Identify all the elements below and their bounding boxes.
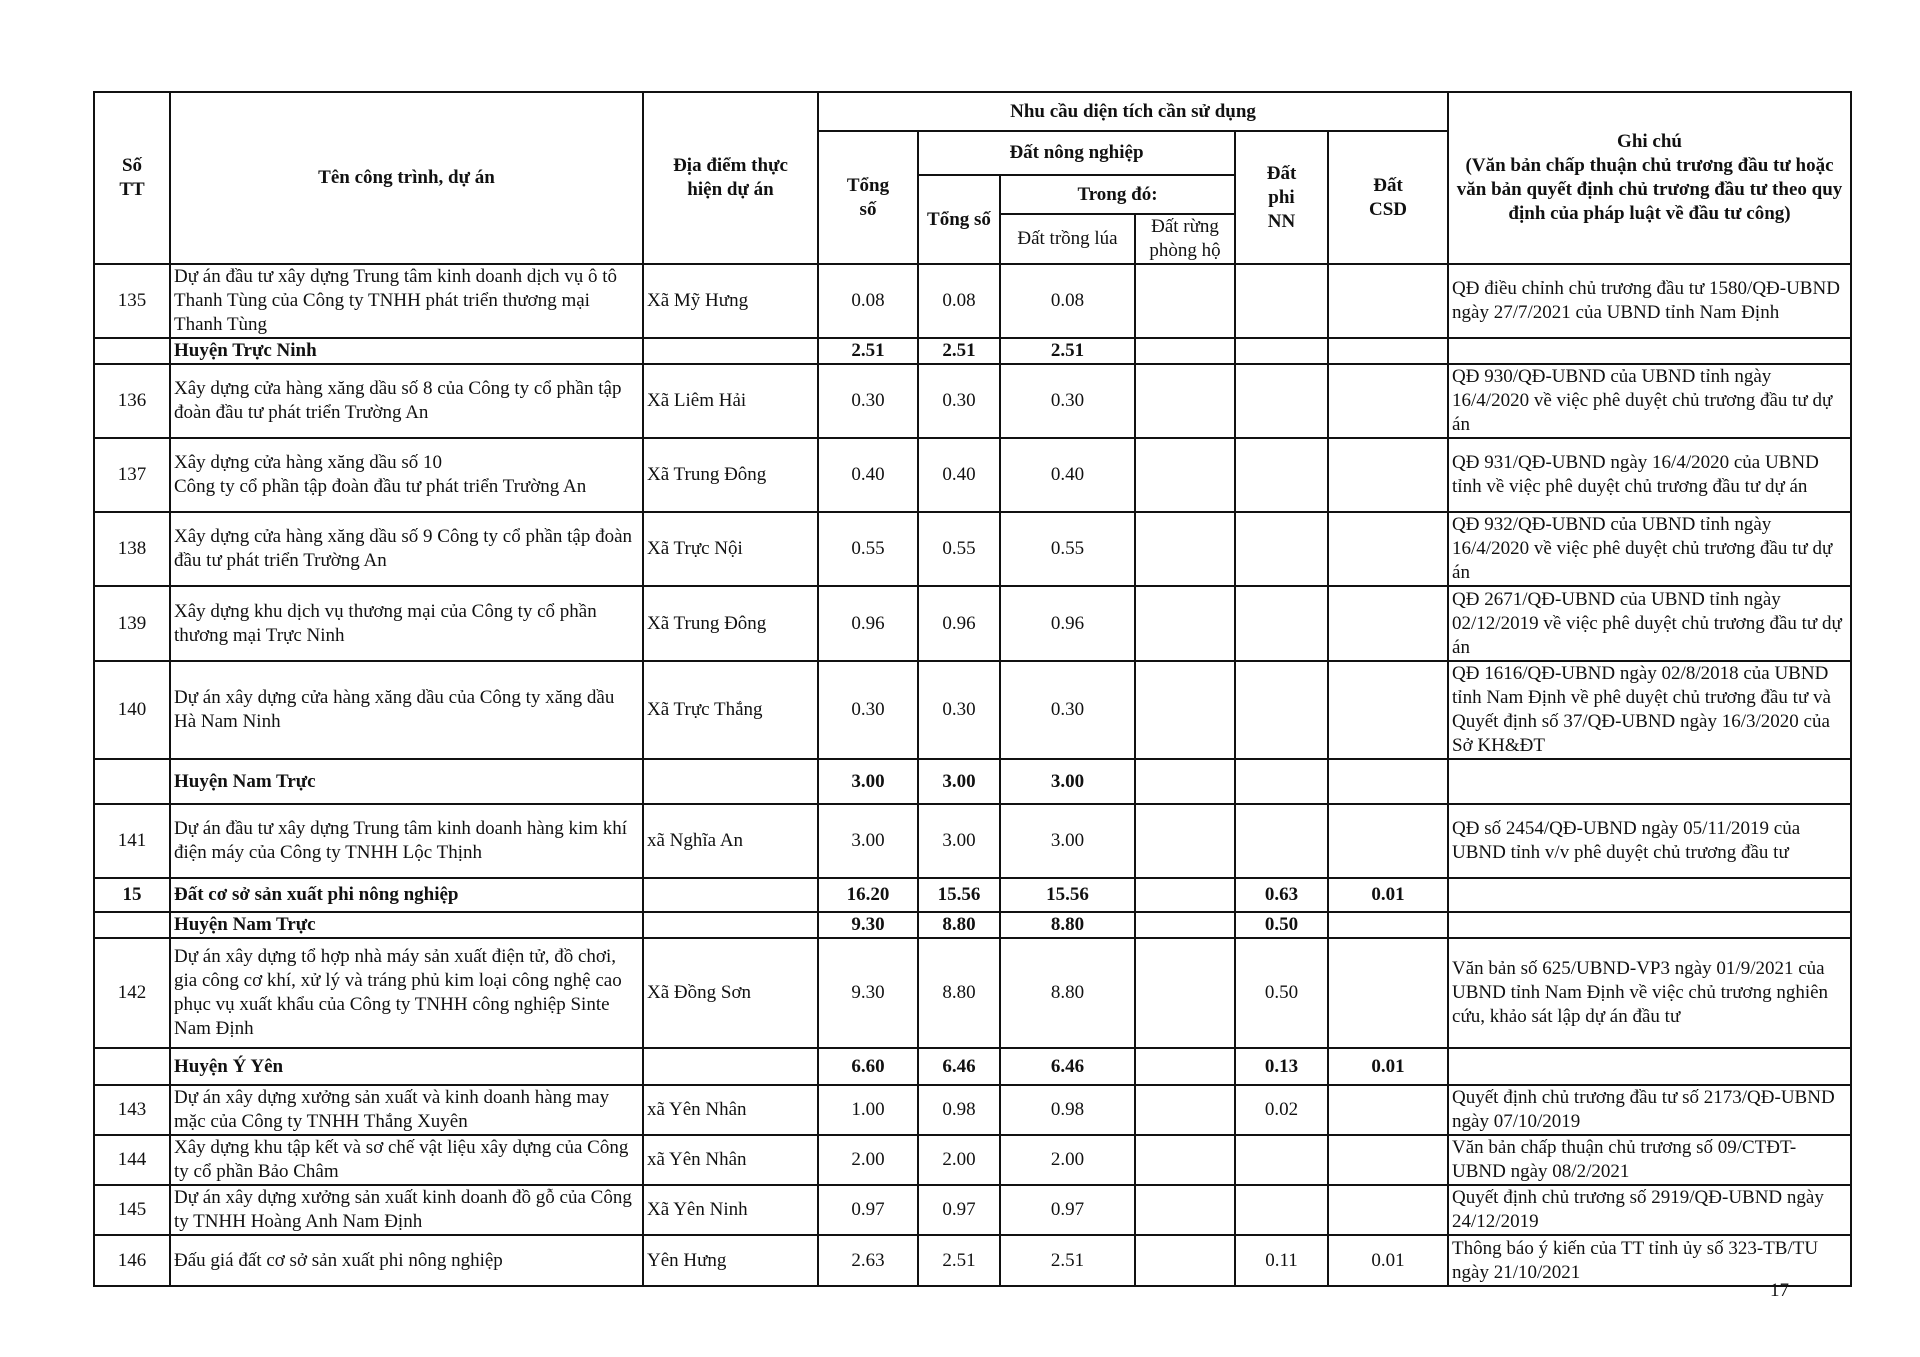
cell-rice: 0.30 (1000, 661, 1135, 759)
cell-stt (94, 759, 170, 804)
cell-stt (94, 338, 170, 364)
cell-total: 0.97 (818, 1185, 918, 1235)
cell-stt: 142 (94, 938, 170, 1048)
table-row-subtotal (94, 338, 1851, 364)
table-row (94, 512, 1851, 586)
header-total: Tổng số (818, 131, 918, 264)
cell-agri-total: 15.56 (918, 878, 1000, 912)
cell-total: 6.60 (818, 1048, 918, 1085)
cell-stt: 146 (94, 1235, 170, 1286)
cell-stt: 136 (94, 364, 170, 438)
cell-forest (1135, 878, 1235, 912)
cell-location: Xã Đồng Sơn (643, 938, 818, 1048)
cell-stt: 138 (94, 512, 170, 586)
table-row (94, 1185, 1851, 1235)
cell-rice: 15.56 (1000, 878, 1135, 912)
cell-unused (1328, 364, 1448, 438)
cell-name: Xây dựng cửa hàng xăng dầu số 9 Công ty cổ phần tập đoàn đầu tư phát triển Trường An (170, 512, 643, 586)
cell-forest (1135, 661, 1235, 759)
cell-name: Huyện Trực Ninh (170, 338, 643, 364)
cell-total: 16.20 (818, 878, 918, 912)
cell-total: 3.00 (818, 804, 918, 878)
cell-note (1448, 912, 1851, 938)
cell-unused (1328, 264, 1448, 338)
cell-total: 3.00 (818, 759, 918, 804)
cell-unused (1328, 804, 1448, 878)
cell-total: 0.08 (818, 264, 918, 338)
cell-name: Huyện Nam Trực (170, 912, 643, 938)
cell-location: Xã Trung Đông (643, 586, 818, 661)
table-row (94, 1085, 1851, 1135)
header-unused: Đất CSD (1328, 131, 1448, 264)
cell-agri-total: 3.00 (918, 804, 1000, 878)
cell-name: Xây dựng khu tập kết và sơ chế vật liệu xây dựng của Công ty cổ phần Bảo Châm (170, 1135, 643, 1185)
cell-agri-total: 0.30 (918, 661, 1000, 759)
cell-rice: 3.00 (1000, 759, 1135, 804)
cell-location: Xã Trung Đông (643, 438, 818, 512)
cell-location: xã Yên Nhân (643, 1135, 818, 1185)
cell-note: QĐ 2671/QĐ-UBND của UBND tỉnh ngày 02/12/2019 về việc phê duyệt chủ trương đầu tư dự án (1448, 586, 1851, 661)
header-note (1448, 92, 1851, 264)
header-note-subtitle: (Văn bản chấp thuận chủ trương đầu tư hoặc văn bản quyết định chủ trương đầu tư theo quy định của pháp luật về đầu tư công) (1456, 155, 1843, 224)
cell-agri-total: 0.08 (918, 264, 1000, 338)
cell-total: 0.30 (818, 661, 918, 759)
cell-stt: 144 (94, 1135, 170, 1185)
cell-forest (1135, 912, 1235, 938)
cell-note: QĐ 932/QĐ-UBND của UBND tỉnh ngày 16/4/2020 về việc phê duyệt chủ trương đầu tư dự án (1448, 512, 1851, 586)
cell-stt: 15 (94, 878, 170, 912)
cell-rice: 0.98 (1000, 1085, 1135, 1135)
cell-total: 0.40 (818, 438, 918, 512)
cell-rice: 0.97 (1000, 1185, 1135, 1235)
cell-unused: 0.01 (1328, 1235, 1448, 1286)
cell-total: 0.96 (818, 586, 918, 661)
cell-non-agri (1235, 759, 1328, 804)
cell-agri-total: 8.80 (918, 938, 1000, 1048)
header-note-title: Ghi chú (1617, 131, 1682, 152)
header-agri-total: Tổng số (918, 175, 1000, 264)
cell-location: Xã Mỹ Hưng (643, 264, 818, 338)
cell-non-agri (1235, 338, 1328, 364)
cell-stt: 135 (94, 264, 170, 338)
cell-location: xã Nghĩa An (643, 804, 818, 878)
cell-note (1448, 1048, 1851, 1085)
cell-rice: 0.40 (1000, 438, 1135, 512)
cell-agri-total: 8.80 (918, 912, 1000, 938)
cell-name: Xây dựng cửa hàng xăng dầu số 10 Công ty cổ phần tập đoàn đầu tư phát triển Trường An (170, 438, 643, 512)
cell-location: Xã Trực Nội (643, 512, 818, 586)
cell-name: Đấu giá đất cơ sở sản xuất phi nông nghiệp (170, 1235, 643, 1286)
cell-unused (1328, 586, 1448, 661)
cell-total: 9.30 (818, 912, 918, 938)
header-of-which: Trong đó: (1000, 175, 1235, 214)
cell-note (1448, 338, 1851, 364)
header-non-agri: Đất phi NN (1235, 131, 1328, 264)
cell-non-agri (1235, 264, 1328, 338)
cell-rice: 3.00 (1000, 804, 1135, 878)
cell-forest (1135, 938, 1235, 1048)
cell-name: Dự án xây dựng xưởng sản xuất kinh doanh đồ gỗ của Công ty TNHH Hoàng Anh Nam Định (170, 1185, 643, 1235)
table-row (94, 364, 1851, 438)
cell-rice: 8.80 (1000, 938, 1135, 1048)
cell-rice: 2.51 (1000, 338, 1135, 364)
cell-location (643, 912, 818, 938)
table-row (94, 804, 1851, 878)
cell-unused (1328, 338, 1448, 364)
cell-forest (1135, 586, 1235, 661)
cell-note: QĐ 930/QĐ-UBND của UBND tỉnh ngày 16/4/2020 về việc phê duyệt chủ trương đầu tư dự án (1448, 364, 1851, 438)
cell-unused (1328, 1185, 1448, 1235)
cell-non-agri: 0.50 (1235, 912, 1328, 938)
table-row-subtotal (94, 1048, 1851, 1085)
cell-agri-total: 0.97 (918, 1185, 1000, 1235)
cell-rice: 0.96 (1000, 586, 1135, 661)
table-header (94, 92, 1851, 264)
cell-forest (1135, 338, 1235, 364)
cell-location: Xã Trực Thắng (643, 661, 818, 759)
cell-total: 2.51 (818, 338, 918, 364)
cell-note (1448, 878, 1851, 912)
table-row-subtotal (94, 878, 1851, 912)
cell-note: Văn bản chấp thuận chủ trương số 09/CTĐT-UBND ngày 08/2/2021 (1448, 1135, 1851, 1185)
cell-non-agri (1235, 1135, 1328, 1185)
cell-name: Đất cơ sở sản xuất phi nông nghiệp (170, 878, 643, 912)
cell-agri-total: 0.55 (918, 512, 1000, 586)
cell-unused (1328, 438, 1448, 512)
table-row (94, 661, 1851, 759)
table-row (94, 1235, 1851, 1286)
page-number: 17 (1770, 1280, 1789, 1301)
header-location: Địa điểm thực hiện dự án (643, 92, 818, 264)
cell-location: Yên Hưng (643, 1235, 818, 1286)
table-row (94, 438, 1851, 512)
cell-total: 2.00 (818, 1135, 918, 1185)
cell-rice: 0.30 (1000, 364, 1135, 438)
cell-agri-total: 6.46 (918, 1048, 1000, 1085)
table-row (94, 264, 1851, 338)
cell-stt: 140 (94, 661, 170, 759)
header-name: Tên công trình, dự án (170, 92, 643, 264)
cell-note: QĐ số 2454/QĐ-UBND ngày 05/11/2019 của UBND tỉnh v/v phê duyệt chủ trương đầu tư (1448, 804, 1851, 878)
cell-unused (1328, 1135, 1448, 1185)
cell-note: QĐ điều chỉnh chủ trương đầu tư 1580/QĐ-UBND ngày 27/7/2021 của UBND tỉnh Nam Định (1448, 264, 1851, 338)
cell-rice: 8.80 (1000, 912, 1135, 938)
cell-non-agri (1235, 661, 1328, 759)
cell-stt (94, 1048, 170, 1085)
table-row (94, 938, 1851, 1048)
cell-total: 9.30 (818, 938, 918, 1048)
cell-forest (1135, 512, 1235, 586)
cell-total: 0.55 (818, 512, 918, 586)
cell-location: Xã Liêm Hải (643, 364, 818, 438)
land-use-table (93, 91, 1852, 1287)
cell-forest (1135, 1235, 1235, 1286)
cell-unused (1328, 512, 1448, 586)
cell-agri-total: 3.00 (918, 759, 1000, 804)
cell-note: Văn bản số 625/UBND-VP3 ngày 01/9/2021 của UBND tỉnh Nam Định về việc chủ trương nghiên cứu, khảo sát lập dự án đầu tư (1448, 938, 1851, 1048)
cell-rice: 2.51 (1000, 1235, 1135, 1286)
cell-forest (1135, 264, 1235, 338)
cell-name: Huyện Ý Yên (170, 1048, 643, 1085)
cell-name: Dự án xây dựng tổ hợp nhà máy sản xuất điện tử, đồ chơi, gia công cơ khí, xử lý và tráng phủ kim loại công nghệ cao phục vụ xuất khẩu của Công ty TNHH công nghiệp Sinte Nam Định (170, 938, 643, 1048)
cell-unused (1328, 912, 1448, 938)
cell-unused (1328, 759, 1448, 804)
cell-note: Quyết định chủ trương số 2919/QĐ-UBND ngày 24/12/2019 (1448, 1185, 1851, 1235)
cell-non-agri (1235, 586, 1328, 661)
cell-name: Xây dựng khu dịch vụ thương mại của Công ty cổ phần thương mại Trực Ninh (170, 586, 643, 661)
table-body (94, 264, 1851, 1286)
cell-name: Dự án xây dựng cửa hàng xăng dầu của Công ty xăng dầu Hà Nam Ninh (170, 661, 643, 759)
cell-location (643, 1048, 818, 1085)
cell-unused (1328, 938, 1448, 1048)
cell-forest (1135, 804, 1235, 878)
cell-agri-total: 0.98 (918, 1085, 1000, 1135)
cell-name: Huyện Nam Trực (170, 759, 643, 804)
cell-agri-total: 0.30 (918, 364, 1000, 438)
cell-non-agri (1235, 804, 1328, 878)
cell-location (643, 759, 818, 804)
cell-note: Quyết định chủ trương đầu tư số 2173/QĐ-UBND ngày 07/10/2019 (1448, 1085, 1851, 1135)
cell-name: Dự án xây dựng xưởng sản xuất và kinh doanh hàng may mặc của Công ty TNHH Thắng Xuyên (170, 1085, 643, 1135)
cell-total: 1.00 (818, 1085, 918, 1135)
cell-non-agri: 0.11 (1235, 1235, 1328, 1286)
cell-stt (94, 912, 170, 938)
table-row-subtotal (94, 759, 1851, 804)
header-rice: Đất trồng lúa (1000, 214, 1135, 264)
cell-total: 2.63 (818, 1235, 918, 1286)
cell-unused: 0.01 (1328, 1048, 1448, 1085)
cell-rice: 2.00 (1000, 1135, 1135, 1185)
cell-non-agri: 0.02 (1235, 1085, 1328, 1135)
cell-location (643, 878, 818, 912)
cell-note: Thông báo ý kiến của TT tỉnh ủy số 323-TB/TU ngày 21/10/2021 (1448, 1235, 1851, 1286)
cell-stt: 139 (94, 586, 170, 661)
cell-non-agri: 0.50 (1235, 938, 1328, 1048)
cell-note: QĐ 931/QĐ-UBND ngày 16/4/2020 của UBND tỉnh về việc phê duyệt chủ trương đầu tư dự án (1448, 438, 1851, 512)
cell-forest (1135, 438, 1235, 512)
table-row (94, 586, 1851, 661)
cell-agri-total: 0.96 (918, 586, 1000, 661)
cell-total: 0.30 (818, 364, 918, 438)
header-demand: Nhu cầu diện tích cần sử dụng (818, 92, 1448, 131)
cell-agri-total: 2.51 (918, 338, 1000, 364)
cell-location: xã Yên Nhân (643, 1085, 818, 1135)
cell-forest (1135, 759, 1235, 804)
cell-stt: 141 (94, 804, 170, 878)
cell-name: Dự án đầu tư xây dựng Trung tâm kinh doanh hàng kim khí điện máy của Công ty TNHH Lộc Thịnh (170, 804, 643, 878)
cell-name: Dự án đầu tư xây dựng Trung tâm kinh doanh dịch vụ ô tô Thanh Tùng của Công ty TNHH phát triển thương mại Thanh Tùng (170, 264, 643, 338)
cell-forest (1135, 1185, 1235, 1235)
cell-note: QĐ 1616/QĐ-UBND ngày 02/8/2018 của UBND tỉnh Nam Định về phê duyệt chủ trương đầu tư và Quyết định số 37/QĐ-UBND ngày 16/3/2020 của Sở KH&ĐT (1448, 661, 1851, 759)
cell-rice: 6.46 (1000, 1048, 1135, 1085)
cell-agri-total: 0.40 (918, 438, 1000, 512)
cell-non-agri (1235, 512, 1328, 586)
cell-forest (1135, 1135, 1235, 1185)
cell-agri-total: 2.00 (918, 1135, 1000, 1185)
cell-stt: 137 (94, 438, 170, 512)
cell-forest (1135, 364, 1235, 438)
cell-note (1448, 759, 1851, 804)
cell-rice: 0.55 (1000, 512, 1135, 586)
table-row-subtotal (94, 912, 1851, 938)
cell-forest (1135, 1085, 1235, 1135)
cell-unused: 0.01 (1328, 878, 1448, 912)
cell-location (643, 338, 818, 364)
cell-stt: 143 (94, 1085, 170, 1135)
cell-agri-total: 2.51 (918, 1235, 1000, 1286)
cell-non-agri (1235, 438, 1328, 512)
cell-non-agri (1235, 364, 1328, 438)
header-stt: Số TT (94, 92, 170, 264)
cell-non-agri (1235, 1185, 1328, 1235)
cell-location: Xã Yên Ninh (643, 1185, 818, 1235)
cell-rice: 0.08 (1000, 264, 1135, 338)
table-row (94, 1135, 1851, 1185)
header-forest: Đất rừng phòng hộ (1135, 214, 1235, 264)
cell-non-agri: 0.63 (1235, 878, 1328, 912)
cell-stt: 145 (94, 1185, 170, 1235)
cell-unused (1328, 661, 1448, 759)
header-agri: Đất nông nghiệp (918, 131, 1235, 175)
cell-unused (1328, 1085, 1448, 1135)
cell-name: Xây dựng cửa hàng xăng dầu số 8 của Công ty cổ phần tập đoàn đầu tư phát triển Trường An (170, 364, 643, 438)
cell-non-agri: 0.13 (1235, 1048, 1328, 1085)
cell-forest (1135, 1048, 1235, 1085)
